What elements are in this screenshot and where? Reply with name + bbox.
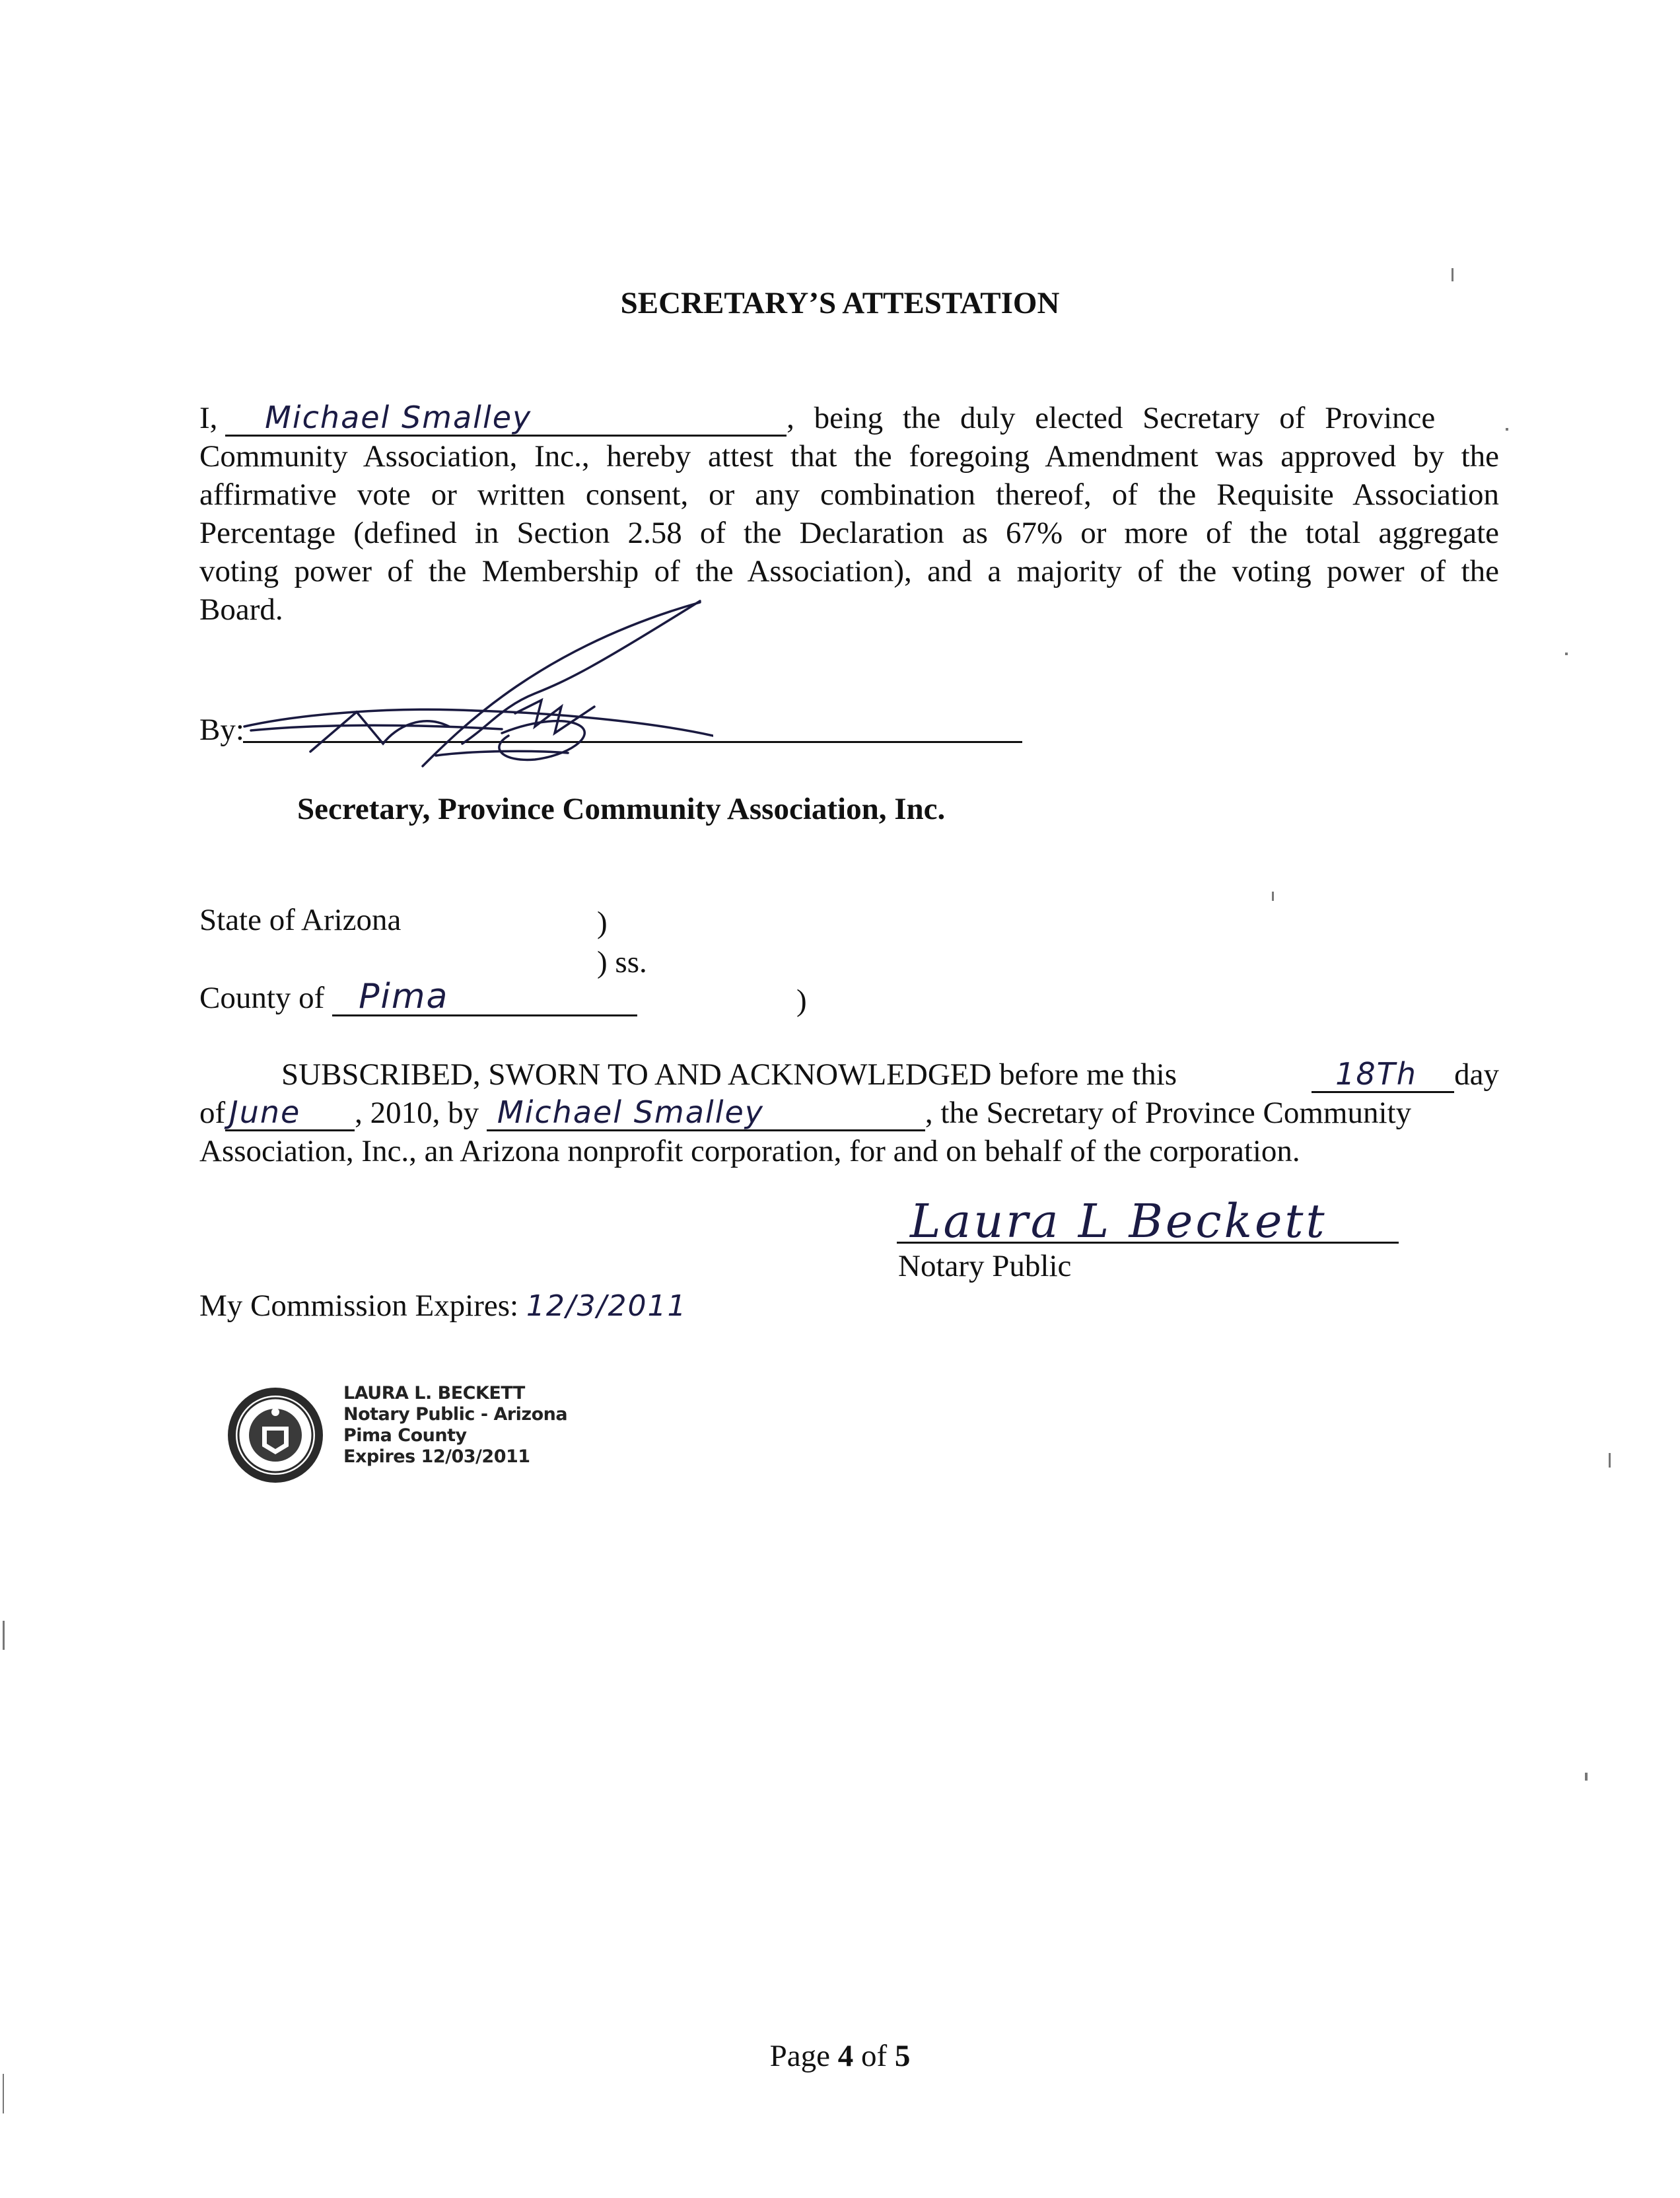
venue-ss: ) ss. — [597, 945, 647, 979]
by-label: By: — [199, 713, 244, 747]
month-field — [225, 1096, 355, 1131]
stamp-title: Notary Public - Arizona — [343, 1404, 568, 1425]
stamp-county: Pima County — [343, 1425, 467, 1446]
county-row — [199, 979, 637, 1017]
scan-mark — [1272, 892, 1274, 901]
ack-line1-text: SUBSCRIBED, SWORN TO AND ACKNOWLEDGED before me this — [281, 1057, 1177, 1092]
ack-of-label: of — [199, 1096, 226, 1130]
ack-year-text: , 2010, by — [355, 1096, 479, 1130]
ack-day-label: day — [1454, 1057, 1499, 1092]
ack-line-2 — [199, 1094, 1499, 1132]
secretary-name-handwritten: Michael Smalley — [265, 400, 532, 435]
notary-stamp-text — [343, 1383, 567, 1468]
attestation-line-6: Board. — [199, 592, 283, 627]
notary-seal — [226, 1386, 325, 1485]
attestation-line-2: Community Association, Inc., hereby attest that the foregoing Amendment was approved by the — [199, 439, 1499, 474]
secretary-signature — [225, 594, 713, 779]
attestation-prefix: I, — [199, 401, 218, 435]
attestation-line-1 — [199, 399, 1499, 437]
ack-line2-end: , the Secretary of Province Community — [925, 1096, 1412, 1130]
county-field — [332, 977, 637, 1016]
commission-row — [199, 1287, 687, 1326]
ack-line-3: Association, Inc., an Arizona nonprofit corporation, for and on behalf of the corporation. — [199, 1134, 1300, 1168]
county-label: County of — [199, 981, 325, 1015]
county-handwritten: Pima — [359, 977, 449, 1016]
notary-public-label: Notary Public — [898, 1249, 1072, 1283]
commission-label: My Commission Expires: — [199, 1289, 519, 1323]
month-handwritten: June — [229, 1094, 301, 1130]
venue-paren-3: ) — [796, 983, 807, 1018]
attestation-line1-suffix: , being the duly elected Secretary of Province — [787, 401, 1436, 435]
scan-mark — [1565, 653, 1568, 655]
acknowledgment-paragraph — [199, 1055, 1499, 1170]
page-footer — [0, 2037, 1680, 2075]
venue-paren-1: ) — [597, 905, 608, 940]
commission-date-handwritten: 12/3/2011 — [526, 1289, 687, 1323]
scan-mark — [1452, 268, 1453, 281]
state-label: State of Arizona — [199, 903, 402, 937]
day-handwritten: 18Th — [1335, 1056, 1417, 1092]
notary-signature-line — [897, 1189, 1399, 1248]
day-field — [1312, 1057, 1454, 1093]
secretary-name-field — [225, 401, 787, 437]
page-of: of — [860, 2039, 888, 2073]
scan-mark — [3, 2074, 4, 2113]
scan-mark — [1609, 1453, 1611, 1468]
scan-mark — [1506, 428, 1508, 431]
ack-line-1 — [199, 1055, 1499, 1094]
stamp-expires: Expires 12/03/2011 — [343, 1446, 530, 1467]
signer-handwritten: Michael Smalley — [497, 1094, 764, 1130]
notary-signature: Laura L Beckett — [910, 1194, 1327, 1248]
attestation-line-3: affirmative vote or written consent, or any combination thereof, of the Requisite Association — [199, 478, 1499, 512]
scan-mark — [1585, 1773, 1588, 1781]
page-total: 5 — [894, 2039, 911, 2073]
document-title: SECRETARY’S ATTESTATION — [620, 286, 1060, 320]
signer-field — [487, 1096, 925, 1131]
secretary-title: Secretary, Province Community Association, Inc. — [297, 792, 946, 826]
attestation-line-4: Percentage (defined in Section 2.58 of the Declaration as 67% or more of the total aggregate — [199, 516, 1499, 550]
page-number: 4 — [837, 2039, 854, 2073]
page-prefix: Page — [769, 2039, 830, 2073]
attestation-line-5: voting power of the Membership of the Association), and a majority of the voting power of the — [199, 554, 1499, 588]
stamp-name: LAURA L. BECKETT — [343, 1383, 525, 1403]
scan-mark — [3, 1621, 5, 1650]
